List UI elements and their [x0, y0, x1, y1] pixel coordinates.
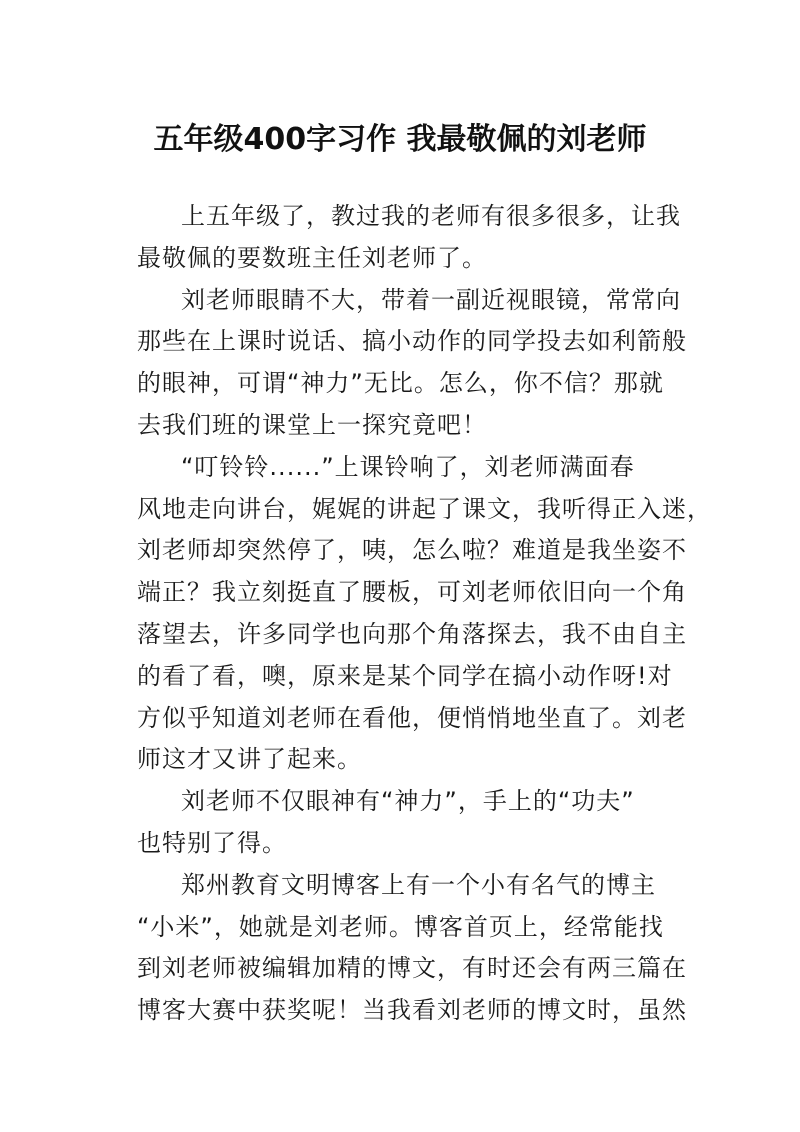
- text-line: 那些在上课时说话、搞小动作的同学投去如利箭般: [137, 327, 687, 356]
- text-line: 上五年级了，教过我的老师有很多很多，让我: [181, 202, 681, 230]
- text-line: 落望去，许多同学也向那个角落探去，我不由自主: [137, 619, 687, 648]
- text-line: 也特别了得。: [137, 828, 287, 857]
- text-line: 去我们班的课堂上一探究竟吧！: [137, 410, 487, 439]
- text-line: 刘老师眼睛不大，带着一副近视眼镜，常常向: [181, 285, 681, 314]
- text-line: “叮铃铃......”上课铃响了，刘老师满面春: [181, 452, 635, 481]
- text-line: 的看了看，噢，原来是某个同学在搞小动作呀!对: [137, 661, 673, 690]
- text-line: 刘老师不仅眼神有“神力”，手上的“功夫”: [181, 787, 635, 816]
- text-line: 最敬佩的要数班主任刘老师了。: [137, 243, 487, 272]
- text-line: 到刘老师被编辑加精的博文，有时还会有两三篇在: [137, 954, 687, 983]
- text-line: 师这才又讲了起来。: [137, 745, 362, 774]
- essay-body: [137, 196, 712, 1032]
- text-line: 风地走向讲台，娓娓的讲起了课文，我听得正入迷，: [137, 494, 712, 523]
- text-line: 端正？我立刻挺直了腰板，可刘老师依旧向一个角: [137, 578, 687, 607]
- text-line: 方似乎知道刘老师在看他，便悄悄地坐直了。刘老: [137, 703, 687, 732]
- text-line: 的眼神，可谓“神力”无比。怎么，你不信？那就: [137, 369, 664, 398]
- text-line: 刘老师却突然停了，咦，怎么啦？难道是我坐姿不: [137, 536, 687, 565]
- text-line: “小米”，她就是刘老师。博客首页上，经常能找: [137, 912, 664, 941]
- text-line: 郑州教育文明博客上有一个小有名气的博主: [181, 870, 656, 899]
- document-title: 五年级400字习作 我最敬佩的刘老师: [153, 122, 647, 158]
- text-line: 博客大赛中获奖呢！当我看刘老师的博文时，虽然: [137, 996, 687, 1025]
